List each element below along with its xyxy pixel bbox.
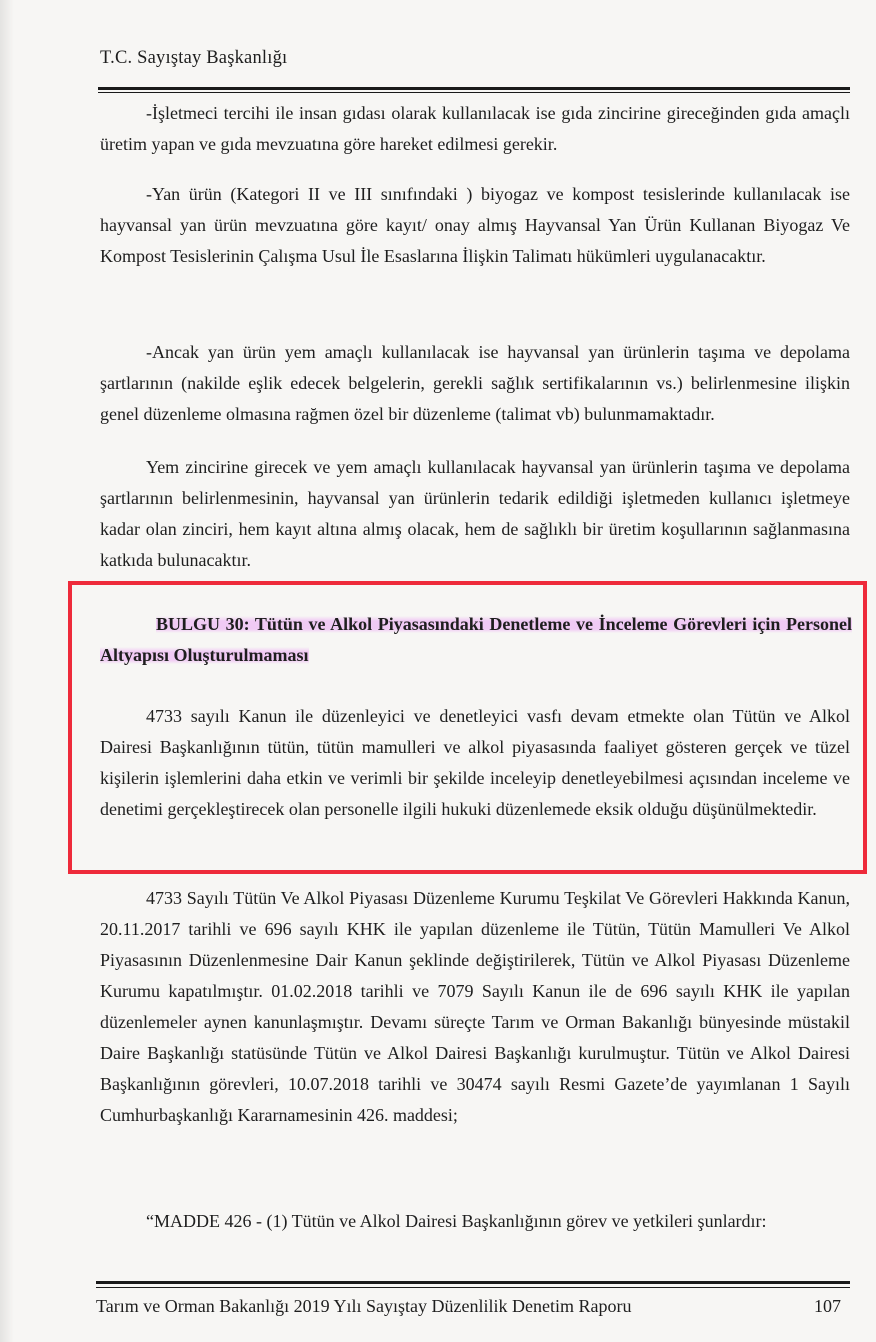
finding-heading-text: BULGU 30: Tütün ve Alkol Piyasasındaki Denetleme ve İnceleme Görevleri için Personel Altyapısı Oluşturulmaması [100,614,852,665]
paragraph-3: -Ancak yan ürün yem amaçlı kullanılacak ise hayvansal yan ürünlerin taşıma ve depolama şartlarının (nakilde eşlik edecek belgelerin, gerekli sağlık sertifikalarının vs.) belirlenmesine ilişkin genel düzenleme olmasına rağmen özel bir düzenleme (talimat vb) bulunmamaktadır. [100,342,850,424]
footer-rule-thin [96,1287,850,1288]
footer-report-title: Tarım ve Orman Bakanlığı 2019 Yılı Sayıştay Düzenlilik Denetim Raporu [96,1296,632,1316]
paragraph-law: 4733 Sayılı Tütün Ve Alkol Piyasası Düzenleme Kurumu Teşkilat Ve Görevleri Hakkında Kanun, 20.11.2017 tarihli ve 696 sayılı KHK ile yapılan düzenleme ile Tütün, Tütün Mamulleri Ve Alkol Piyasasının Düzenlenmesine Dair Kanun şeklinde değiştirilerek, Tütün ve Alkol Piyasası Düzenleme Kurumu kapatılmıştır. 01.02.2018 tarihli ve 7079 Sayılı Kanun ile de 696 sayılı KHK ile yapılan düzenlemeler aynen kanunlaşmıştır. Devamı süreçte Tarım ve Orman Bakanlığı bünyesinde müstakil Daire Başkanlığı statüsünde Tütün ve Alkol Dairesi Başkanlığı kurulmuştur. Tütün ve Alkol Dairesi Başkanlığının görevleri, 10.07.2018 tarihli ve 30474 sayılı Resmi Gazete’de yayımlanan 1 Sayılı Cumhurbaşkanlığı Kararnamesinin 426. maddesi; [100,888,850,1125]
scan-edge-shadow [0,0,14,1342]
paragraph-article: “MADDE 426 - (1) Tütün ve Alkol Dairesi Başkanlığının görev ve yetkileri şunlardır: [146,1211,767,1231]
header-rule [98,87,850,90]
paragraph-1: -İşletmeci tercihi ile insan gıdası olarak kullanılacak ise gıda zincirine gireceğinden gıda amaçlı üretim yapan ve gıda mevzuatına göre hareket edilmesi gerekir. [100,103,850,154]
header-rule-thin [98,92,850,93]
footer-rule [96,1281,850,1284]
page-number: 107 [814,1296,841,1316]
paragraph-4: Yem zincirine girecek ve yem amaçlı kullanılacak hayvansal yan ürünlerin taşıma ve depolama şartlarının belirlenmesinin, hayvansal yan ürünlerin tedarik edildiği işletmeden kullanıcı işletmeye kadar olan zinciri, hem kayıt altına almış olacak, hem de sağlıklı bir üretim koşullarının sağlanmasına katkıda bulunacaktır. [100,457,850,570]
paragraph-2: -Yan ürün (Kategori II ve III sınıfındaki ) biyogaz ve kompost tesislerinde kullanılacak ise hayvansal yan ürün mevzuatına göre kayıt/ onay almış Hayvansal Yan Ürün Kullanan Biyogaz Ve Kompost Tesislerinin Çalışma Usul İle Esaslarına İlişkin Talimatı hükümleri uygulanacaktır. [100,184,850,266]
finding-heading [100,609,852,671]
finding-text: 4733 sayılı Kanun ile düzenleyici ve denetleyici vasfı devam etmekte olan Tütün ve Alkol Dairesi Başkanlığının tütün, tütün mamulleri ve alkol piyasasında faaliyet gösteren gerçek ve tüzel kişilerin işlemlerini daha etkin ve verimli bir şekilde inceleyip denetleyebilmesi açısından inceleme ve denetimi gerçekleştirecek olan personelle ilgili hukuki düzenlemede eksik olduğu düşünülmektedir. [100,706,850,819]
page-header: T.C. Sayıştay Başkanlığı [100,48,288,68]
